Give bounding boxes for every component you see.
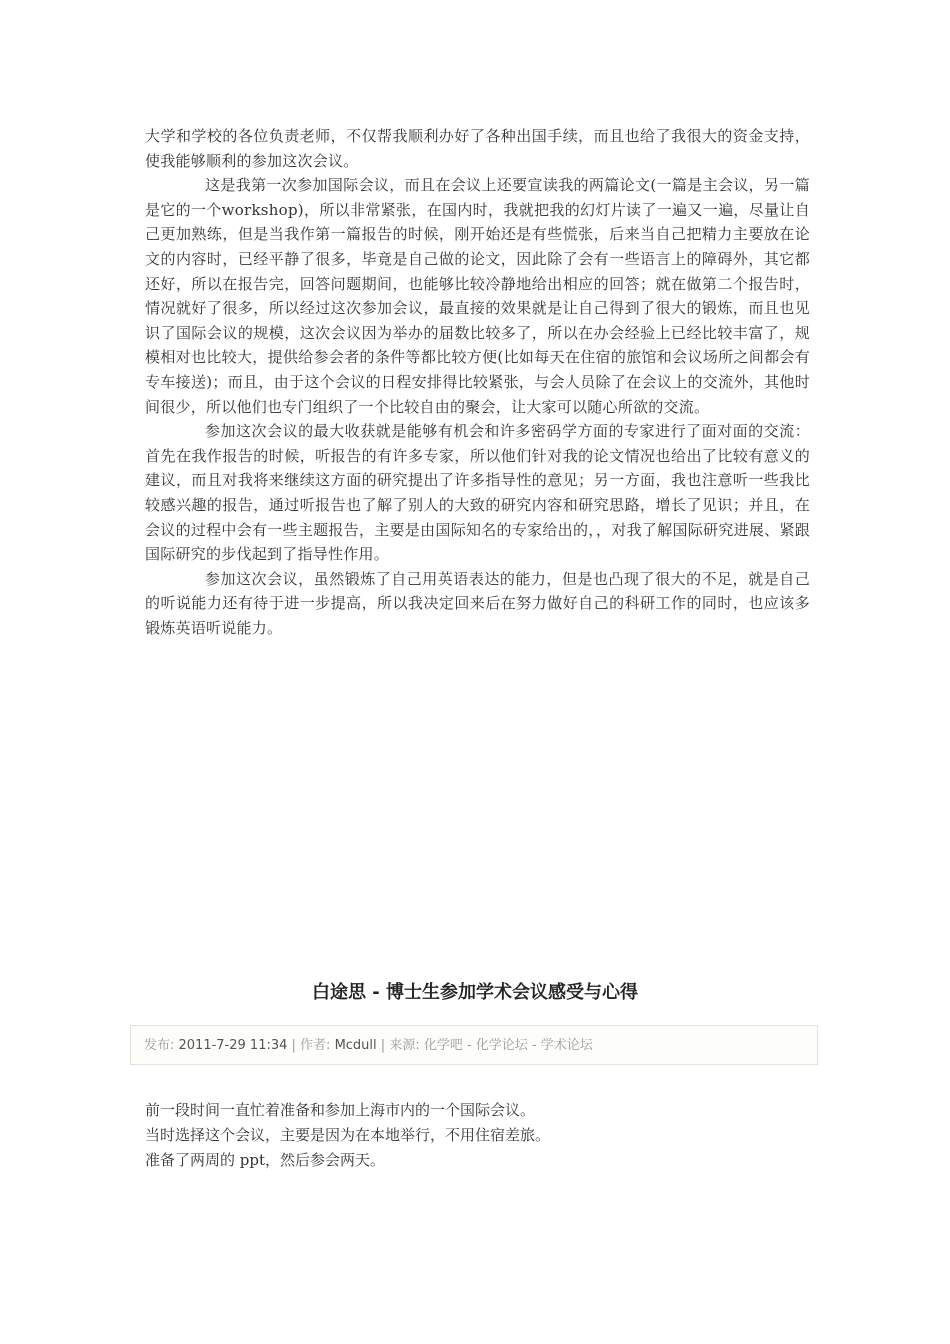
article-line: 前一段时间一直忙着准备和参加上海市内的一个国际会议。	[145, 1101, 536, 1119]
published-date: 2011-7-29 11:34	[178, 1038, 288, 1053]
report-body-continued	[145, 124, 810, 640]
published-label: 发布:	[144, 1038, 179, 1053]
article-line: 准备了两周的 ppt，然后参会两天。	[145, 1151, 386, 1169]
article-title: 白途思 - 博士生参加学术会议感受与心得	[311, 982, 638, 1003]
meta-separator: |	[287, 1038, 301, 1053]
source-link[interactable]: 化学吧 - 化学论坛 - 学术论坛	[423, 1038, 593, 1053]
meta-separator: |	[376, 1038, 390, 1053]
article-line: 当时选择这个会议，主要是因为在本地举行，不用住宿差旅。	[145, 1126, 551, 1144]
author-link[interactable]: Mcdull	[334, 1038, 377, 1053]
article-body	[145, 1098, 810, 1173]
body-paragraph: 参加这次会议，虽然锻炼了自己用英语表达的能力，但是也凸现了很大的不足，就是自己的听说能力还有待于进一步提高，所以我决定回来后在努力做好自己的科研工作的同时，也应该多锻炼英语听说能力。	[145, 569, 810, 637]
body-paragraph: 这是我第一次参加国际会议，而且在会议上还要宣读我的两篇论文(一篇是主会议，另一篇是它的一个workshop)，所以非常紧张，在国内时，我就把我的幻灯片读了一遍又一遍，尽量让自己更加熟练，但是当我作第一篇报告的时候，刚开始还是有些慌张，后来当自己把精力主要放在论文的内容时，已经平静了很多，毕竟是自己做的论文，因此除了会有一些语言上的障碍外，其它都还好，所以在报告完，回答问题期间，也能够比较冷静地给出相应的回答；就在做第二个报告时，情况就好了很多，所以经过这次参加会议，最直接的效果就是让自己得到了很大的锻炼，而且也见识了国际会议的规模，这次会议因为举办的届数比较多了，所以在办会经验上已经比较丰富了，规模相对也比较大，提供给参会者的条件等都比较方便(比如每天在住宿的旅馆和会议场所之间都会有专车接送)；而且，由于这个会议的日程安排得比较紧张，与会人员除了在会议上的交流外，其他时间很少，所以他们也专门组织了一个比较自由的聚会，让大家可以随心所欲的交流。	[145, 176, 810, 416]
body-paragraph: 大学和学校的各位负责老师，不仅帮我顺利办好了各种出国手续，而且也给了我很大的资金支持，使我能够顺利的参加这次会议。	[145, 127, 810, 170]
article-meta-bar	[130, 1025, 818, 1065]
source-label: 来源:	[389, 1038, 424, 1053]
author-label: 作者:	[300, 1038, 335, 1053]
body-paragraph: 参加这次会议的最大收获就是能够有机会和许多密码学方面的专家进行了面对面的交流：首先在我作报告的时候，听报告的有许多专家，所以他们针对我的论文情况也给出了比较有意义的建议，而且对我将来继续这方面的研究提出了许多指导性的意见；另一方面，我也注意听一些我比较感兴趣的报告，通过听报告也了解了别人的大致的研究内容和研究思路，增长了见识；并且，在会议的过程中会有一些主题报告，主要是由国际知名的专家给出的，，对我了解国际研究进展、紧跟国际研究的步伐起到了指导性作用。	[145, 422, 810, 564]
